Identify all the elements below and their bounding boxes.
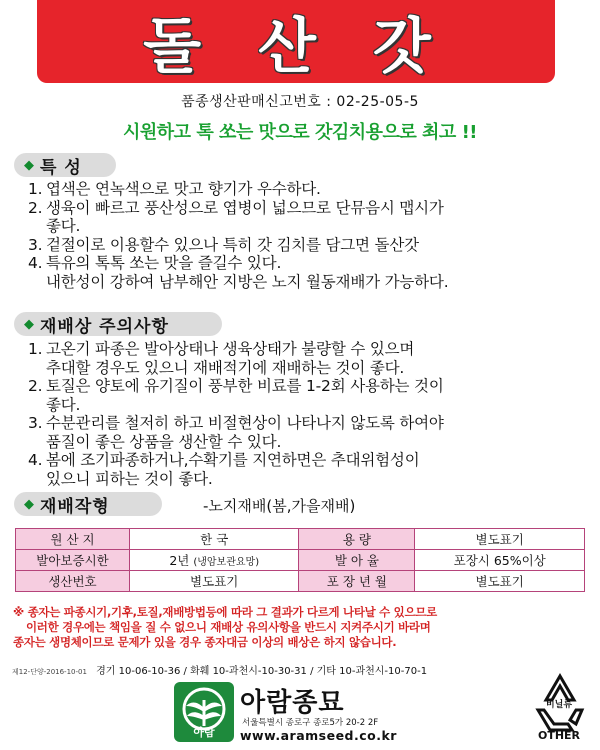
table-value: 포장시 65%이상: [415, 550, 585, 571]
table-value: 2년 (냉암보관요망): [129, 550, 298, 571]
cultivation-note: -노지재배(봄,가을재배): [203, 497, 356, 515]
list-item-text: 생육이 빠르고 풍산성으로 엽병이 넓으므로 단뮤음시 맵시가: [46, 198, 444, 217]
table-key: 발 아 율: [299, 550, 415, 571]
list-item: [28, 273, 593, 292]
list-item-number: 4.: [28, 451, 43, 469]
list-item-text: 좋다.: [46, 395, 81, 414]
registration-number: 품종생산판매신고번호 : 02-25-05-5: [181, 94, 419, 110]
table-value: 별도표기: [129, 571, 298, 592]
list-item-text: 수분관리를 철저히 하고 비절현상이 나타나지 않도록 하여야: [46, 414, 444, 432]
table-value: 별도표기: [415, 529, 585, 550]
list-item-number: 4.: [28, 254, 43, 272]
company-name: 아람종묘: [240, 688, 345, 718]
list-item: [28, 359, 593, 378]
list-item-number: [28, 470, 46, 489]
warning-line: ※ 종자는 파종시기,기후,토질,재배방법등에 따라 그 결과가 다르게 나타날 수 있으므로: [13, 605, 437, 619]
list-item-text: 품질이 좋은 상품을 생산할 수 있다.: [46, 432, 282, 451]
list-item-number: 1.: [28, 180, 43, 198]
list-item: [28, 396, 593, 415]
list-item-text: 봄에 조기파종하거나,수확기를 지연하면은 추대위험성이: [46, 451, 420, 469]
list-item: [28, 180, 593, 199]
cautions-list: [28, 340, 593, 488]
list-item: [28, 414, 593, 433]
title-banner: [37, 0, 555, 83]
list-item-text: 내한성이 강하여 남부해안 지방은 노지 월동재배가 가능하다.: [46, 272, 449, 291]
table-key: 생산번호: [16, 571, 130, 592]
list-item-number: 2.: [28, 377, 43, 395]
list-item: [28, 217, 593, 236]
seed-info-table: [15, 528, 585, 592]
diamond-bullet-icon: ◆: [24, 157, 34, 173]
recycle-material: 비닐류: [545, 700, 573, 710]
table-value: 한 국: [129, 529, 298, 550]
list-item: [28, 433, 593, 452]
list-item-text: 겉절이로 이용할수 있으나 특히 갓 김치를 담그면 돌산갓: [46, 235, 419, 254]
table-row: [16, 571, 585, 592]
list-item-text: 좋다.: [46, 217, 81, 235]
list-item-text: 엽색은 연녹색으로 맛고 향기가 우수하다.: [46, 180, 321, 198]
cautions-heading: [14, 312, 222, 336]
table-key: 원 산 지: [16, 529, 130, 550]
list-item: [28, 377, 593, 396]
list-item: [28, 236, 593, 255]
table-row: [16, 529, 585, 550]
table-key: 포 장 년 월: [299, 571, 415, 592]
table-key: 용 량: [299, 529, 415, 550]
list-item-number: [28, 433, 46, 452]
warning-line: 이러한 경우에는 책임을 질 수 없으니 재배상 유의사항을 반드시 지켜주시기 바라며: [26, 620, 431, 634]
list-item-text: 있으니 피하는 것이 좋다.: [46, 469, 213, 488]
list-item: [28, 340, 593, 359]
product-title: 돌 산 갓: [143, 11, 449, 82]
features-heading-label: 특 성: [40, 157, 82, 178]
features-heading: [14, 153, 116, 177]
logo-label: 아람: [193, 726, 215, 739]
list-item: [28, 470, 593, 489]
list-item-number: 3.: [28, 414, 43, 432]
recycle-label: OTHER: [537, 729, 581, 742]
list-item: [28, 254, 593, 273]
warning-notice: [13, 605, 593, 650]
company-address: 서울특별시 종로구 종로5가 20-2 2F: [242, 718, 379, 728]
list-item-number: [28, 359, 46, 378]
list-item-text: 특유의 톡톡 쏘는 맛을 즐길수 있다.: [46, 254, 282, 272]
document-code: 제12-단양-2016-10-01: [12, 668, 87, 676]
table-key: 발아보증시한: [16, 550, 130, 571]
diamond-bullet-icon: ◆: [24, 316, 34, 332]
diamond-bullet-icon: ◆: [24, 496, 34, 512]
company-logo: [174, 682, 234, 742]
features-list: [28, 180, 593, 291]
category-codes: 경기 10-06-10-36 / 화훼 10-과천시-10-30-31 / 기타 10-과천시-10-70-1: [96, 666, 428, 677]
list-item-number: [28, 217, 46, 236]
warning-line: 종자는 생명체이므로 문제가 있을 경우 종자대금 이상의 배상은 하지 않습니다.: [13, 635, 397, 649]
list-item-number: 3.: [28, 235, 43, 254]
list-item: [28, 451, 593, 470]
registration-codes: [12, 662, 592, 677]
cautions-heading-label: 재배상 주의사항: [40, 316, 169, 337]
slogan: 시원하고 톡 쏘는 맛으로 갓김치용으로 최고 !!: [123, 122, 477, 143]
storage-note: (냉암보관요망): [193, 557, 260, 568]
list-item-text: 추대할 경우도 있으니 재배적기에 재배하는 것이 좋다.: [46, 358, 405, 377]
cultivation-heading: [14, 492, 162, 516]
list-item-text: 토질은 양토에 유기질이 풍부한 비료를 1-2회 사용하는 것이: [46, 377, 444, 395]
list-item-number: 2.: [28, 198, 43, 217]
company-url: www.aramseed.co.kr: [240, 728, 397, 743]
list-item-number: [28, 273, 46, 292]
list-item-number: 1.: [28, 340, 43, 358]
list-item-text: 고온기 파종은 발아상태나 생육상태가 불량할 수 있으며: [46, 340, 415, 358]
table-value: 별도표기: [415, 571, 585, 592]
cultivation-heading-label: 재배작형: [40, 496, 110, 517]
list-item-number: [28, 396, 46, 415]
list-item: [28, 199, 593, 218]
table-row: [16, 550, 585, 571]
